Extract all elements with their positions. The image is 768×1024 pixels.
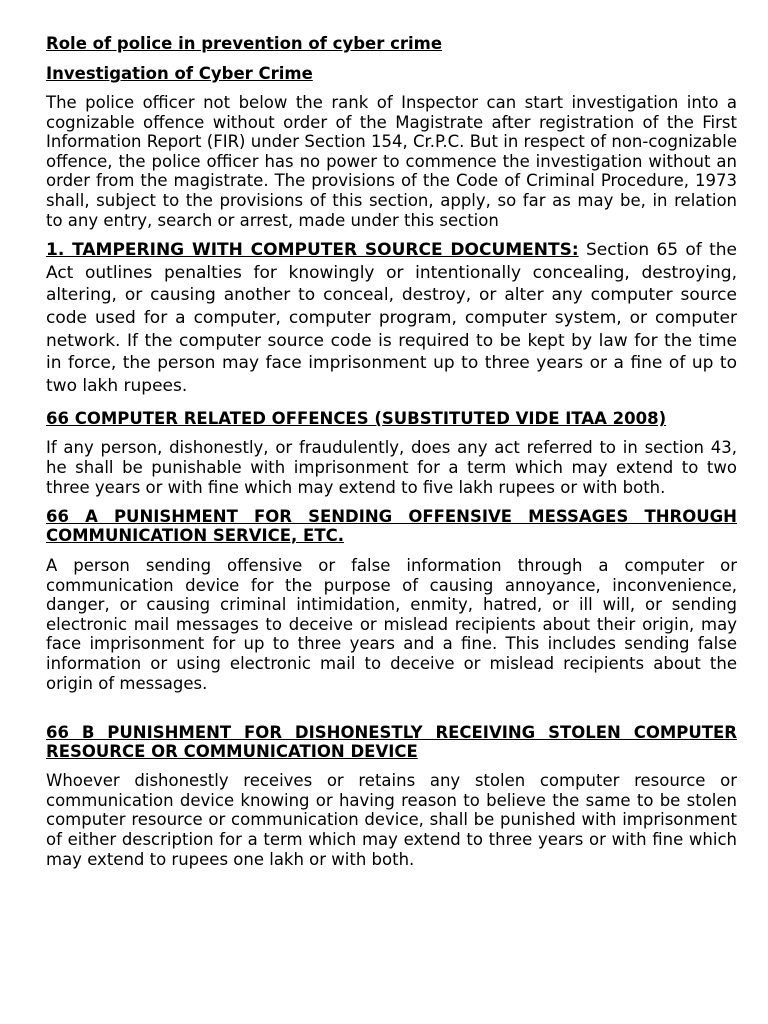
section-66b-paragraph: Whoever dishonestly receives or retains any stolen computer resource or communication device knowing or having reason to believe the same to be stolen computer resource or communication device, shall be punished with imprisonment of either description for a term which may extend to three years or with fine which may extend to rupees one lakh or with both. [46,771,737,869]
document-title: Role of police in prevention of cyber crime [46,34,443,53]
tampering-heading: 1. TAMPERING WITH COMPUTER SOURCE DOCUMENTS: [46,240,579,261]
tampering-text: Section 65 of the Act outlines penalties for knowingly or intentionally concealing, destroying, altering, or causing another to conceal, destroy, or alter any computer source code used for a computer, computer program, computer system, or computer network. If the computer source code is required to be kept by law for the time in force, the person may face imprisonment up to three years or a fine of up to two lakh rupees. [46,240,737,396]
investigation-heading: Investigation of Cyber Crime [46,64,313,83]
investigation-paragraph: The police officer not below the rank of Inspector can start investigation into a cognizable offence without order of the Magistrate after registration of the First Information Report (FIR) under Section 154, Cr.P.C. But in respect of non-cognizable offence, the police officer has no power to commence the investigation without an order from the magistrate. The provisions of the Code of Criminal Procedure, 1973 shall, subject to the provisions of this section, apply, so far as may be, in relation to any entry, search or arrest, made under this section [46,93,737,230]
section-66-heading: 66 COMPUTER RELATED OFFENCES (SUBSTITUTED VIDE ITAA 2008) [46,409,667,429]
tampering-paragraph [46,239,737,397]
section-66a-paragraph: A person sending offensive or false information through a computer or communication device for the purpose of causing annoyance, inconvenience, danger, or causing criminal intimidation, enmity, hatred, or ill will, or sending electronic mail messages to deceive or mislead recipients about their origin, may face imprisonment for up to three years and a fine. This includes sending false information or using electronic mail to deceive or mislead recipients about the origin of messages. [46,556,737,693]
section-66a-heading: 66 A PUNISHMENT FOR SENDING OFFENSIVE MESSAGES THROUGH COMMUNICATION SERVICE, ETC. [46,507,737,546]
section-66-paragraph: If any person, dishonestly, or fraudulently, does any act referred to in section 43, he shall be punishable with imprisonment for a term which may extend to two three years or with fine which may extend to five lakh rupees or with both. [46,438,737,497]
section-66b-heading: 66 B PUNISHMENT FOR DISHONESTLY RECEIVING STOLEN COMPUTER RESOURCE OR COMMUNICATION DEVICE [46,723,737,762]
